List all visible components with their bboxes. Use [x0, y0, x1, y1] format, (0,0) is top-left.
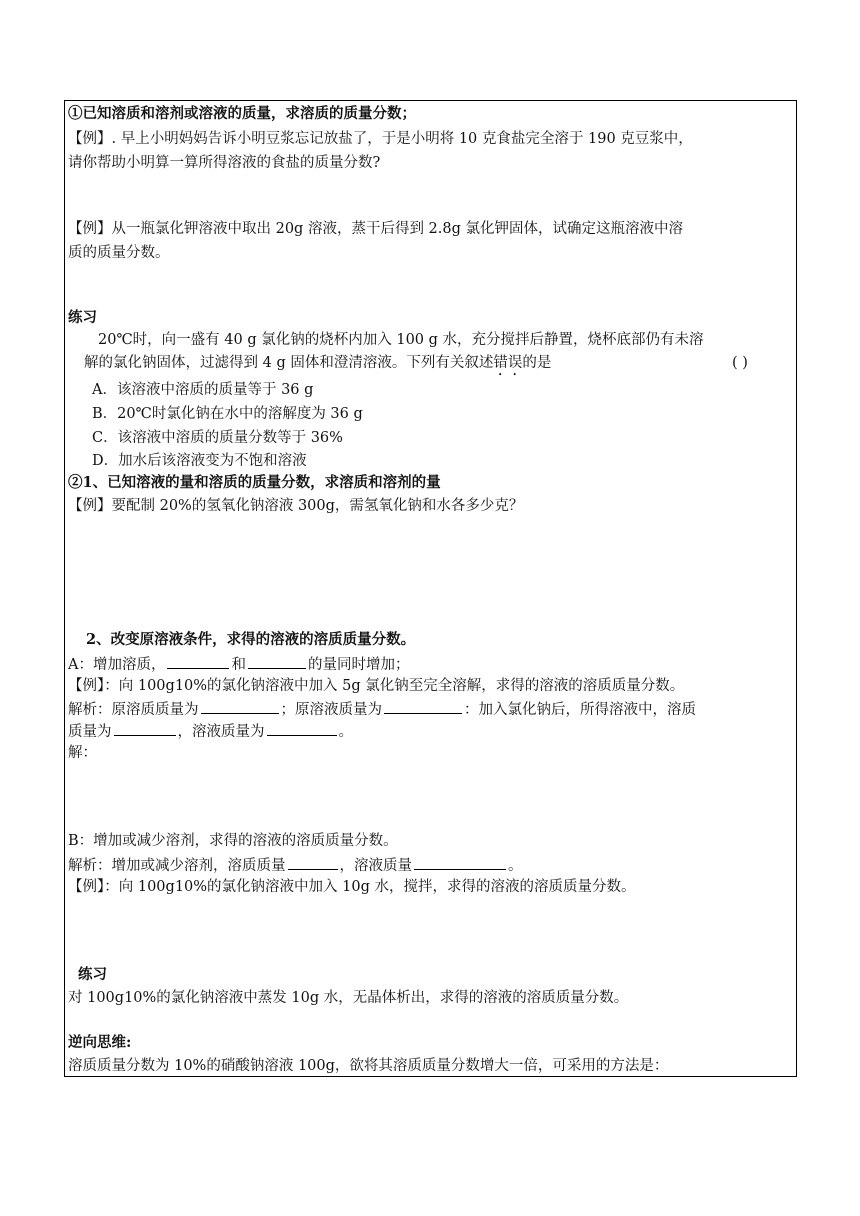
practice2-question: 对 100g10%的氯化钠溶液中蒸发 10g 水，无晶体析出，求得的溶液的溶质质量分数。	[68, 990, 629, 1006]
reverse-heading: 逆向思维:	[68, 1034, 132, 1051]
blank-line[interactable]	[288, 854, 338, 870]
blank-line[interactable]	[384, 698, 462, 714]
practice1-heading: 练习	[68, 309, 97, 326]
section2-example: 【例】要配制 20%的氢氧化钠溶液 300g，需氢氧化钠和水各多少克？	[68, 498, 524, 514]
section2-heading: ②1、已知溶液的量和溶质的质量分数，求溶质和溶剂的量	[68, 474, 441, 491]
part-a-text3: 的量同时增加；	[307, 657, 410, 673]
emphasized-word: 错误	[493, 355, 523, 371]
analysis-text2: ；原溶液质量为	[280, 702, 382, 718]
blank-line[interactable]	[414, 854, 506, 870]
question-text-a: 解的氯化钠固体，过滤得到 4 g 固体和澄清溶液。下列有关叙述	[84, 355, 494, 371]
practice2-heading: 练习	[78, 966, 107, 983]
blank-line[interactable]	[114, 720, 176, 736]
part-a-text1: A：增加溶质，	[68, 657, 166, 673]
practice1-question-line2	[84, 353, 551, 379]
solve-label: 解：	[68, 745, 97, 761]
analysis-text4: 质量为	[68, 724, 112, 740]
section1-heading: ①已知溶质和溶剂或溶液的质量，求溶质的质量分数；	[68, 105, 416, 122]
answer-parentheses: ( )	[732, 355, 748, 371]
option-c: C．该溶液中溶质的质量分数等于 36%	[92, 430, 343, 446]
blank-line[interactable]	[248, 653, 306, 669]
part-b-text2: ，溶液质量	[339, 858, 412, 874]
example2-line2: 质的质量分数。	[68, 245, 170, 261]
example1-line2: 请你帮助小明算一算所得溶液的食盐的质量分数?	[68, 155, 381, 171]
reverse-question: 溶质质量分数为 10%的硝酸钠溶液 100g，欲将其溶质质量分数增大一倍，可采用的方法是：	[68, 1058, 669, 1074]
option-d: D．加水后该溶液变为不饱和溶液	[92, 453, 307, 469]
analysis-text6: 。	[338, 724, 353, 740]
analysis-text1: 解析：原溶质质量为	[68, 702, 199, 718]
part-b-analysis	[68, 854, 523, 876]
analysis-line2	[68, 720, 353, 742]
practice1-question-line1: 20℃时，向一盛有 40 g 氯化钠的烧杯内加入 100 g 水，充分搅拌后静置，烧杯底部仍有未溶	[98, 332, 704, 348]
analysis-line1	[68, 698, 696, 720]
blank-line[interactable]	[167, 653, 229, 669]
option-a: A．该溶液中溶质的质量等于 36 g	[92, 382, 314, 398]
part-a-example: 【例】：向 100g10%的氯化钠溶液中加入 5g 氯化钠至完全溶解，求得的溶液的溶质质量分数。	[68, 678, 685, 694]
question-text-b: 的是	[522, 355, 552, 371]
analysis-text3: ：加入氯化钠后，所得溶液中，溶质	[464, 702, 696, 718]
part-a-line	[68, 653, 409, 675]
option-b: B．20℃时氯化钠在水中的溶解度为 36 g	[92, 406, 363, 422]
blank-line[interactable]	[201, 698, 279, 714]
blank-line[interactable]	[267, 720, 337, 736]
section3-heading: 2、改变原溶液条件，求得的溶液的溶质质量分数。	[86, 631, 416, 648]
part-a-text2: 和	[231, 657, 246, 673]
part-b-line: B：增加或减少溶剂，求得的溶液的溶质质量分数。	[68, 833, 398, 849]
part-b-text1: 解析：增加或减少溶剂，溶质质量	[68, 858, 286, 874]
example1-line1: 【例】. 早上小明妈妈告诉小明豆浆忘记放盐了，于是小明将 10 克食盐完全溶于 190 克豆浆中，	[68, 131, 693, 147]
analysis-text5: ，溶液质量为	[177, 724, 265, 740]
example2-line1: 【例】从一瓶氯化钾溶液中取出 20g 溶液，蒸干后得到 2.8g 氯化钾固体，试确定这瓶溶液中溶	[68, 221, 684, 237]
worksheet-frame	[64, 100, 797, 1077]
part-b-text3: 。	[508, 858, 523, 874]
part-b-example: 【例】：向 100g10%的氯化钠溶液中加入 10g 水，搅拌，求得的溶液的溶质质量分数。	[68, 879, 636, 895]
